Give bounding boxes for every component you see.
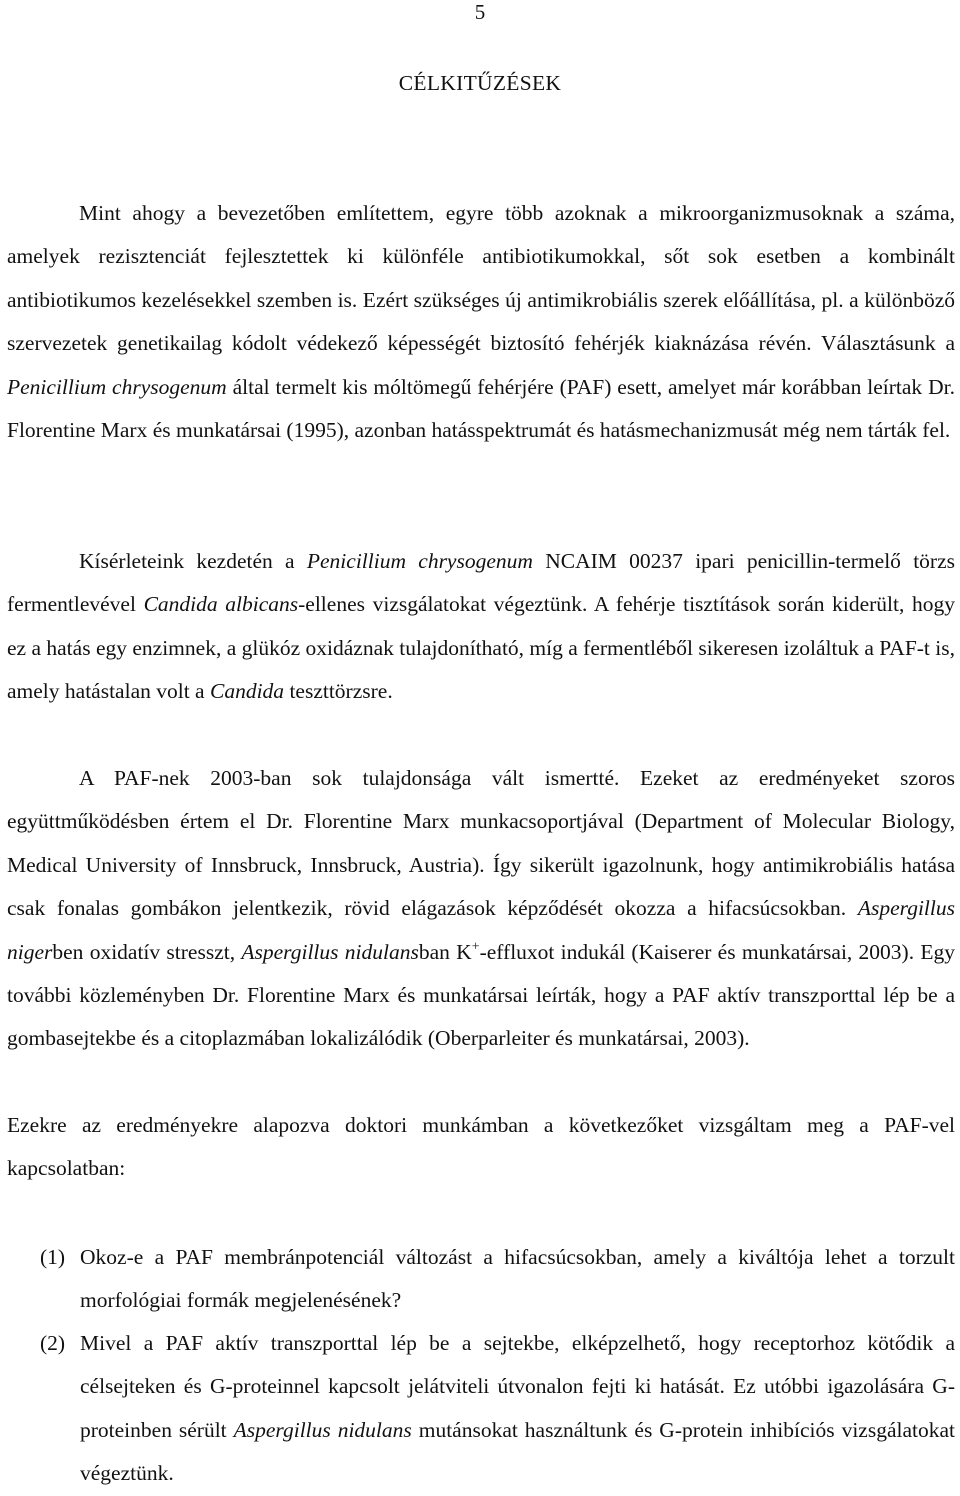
list-item-number: (2)	[40, 1331, 66, 1355]
page-number: 5	[474, 0, 486, 24]
p3-text-c: ban K	[418, 939, 472, 964]
species-name: Candida albicans	[143, 592, 299, 617]
list-item-text	[80, 1322, 955, 1496]
p3-text-a: A PAF-nek 2003-ban sok tulajdonsága vált ismertté. Ezeket az eredményeket szoros együttműködésben értem el Dr. Florentine Marx munkacsoportjával (Department of Molecular Biology, Medical University of Innsbruck, Innsbruck, Austria). Így sikerült igazolnunk, hogy antimikrobiális hatása csak fonalas gombákon jelentkezik, rövid elágazások képződését okozza a hifacsúcsokban.	[7, 766, 955, 921]
paragraph-experiments	[7, 540, 955, 714]
p2-text-b: NCAIM 00237 ipari penicillin-termelő törzs fermentlevével	[7, 549, 955, 617]
list-item	[40, 1236, 955, 1323]
p2-text-a: Kísérleteink kezdetén a	[79, 549, 307, 573]
species-name: Penicillium chrysogenum	[7, 374, 227, 399]
section-heading: CÉLKITŰZÉSEK	[398, 71, 562, 95]
p1-text-a: Mint ahogy a bevezetőben említettem, egyre több azoknak a mikroorganizmusoknak a száma, amelyek rezisztenciát fejlesztettek ki különféle antibiotikumokkal, sőt sok esetben a kombinált antibiotikumos kezelésekkel szemben is. Ezért szükséges új antimikrobiális szerek előállítása, pl. a különböző szervezetek genetikailag kódolt védekező képességét biztosító fehérjék kiaknázása révén. Választásunk a	[7, 201, 955, 356]
species-name: Penicillium chrysogenum	[306, 549, 533, 573]
list-item-text: Okoz-e a PAF membránpotenciál változást a hifacsúcsokban, amely a kiváltója lehet a torzult morfológiai formák megjelenésének?	[80, 1245, 955, 1313]
item2-text-b: mutánsokat használtunk és G-protein inhibíciós vizsgálatokat végeztünk.	[80, 1417, 956, 1486]
paragraph-intro	[7, 192, 955, 452]
species-name: Aspergillus niger	[7, 896, 955, 964]
list-item-number: (1)	[40, 1245, 66, 1269]
p2-text-d: teszttörzsre.	[284, 679, 393, 704]
paragraph-results-2003	[7, 757, 955, 1061]
p1-text-b: által termelt kis móltömegű fehérjére (PAF) esett, amelyet már korábban leírtak Dr. Florentine Marx és munkatársai (1995), azonban hatásspektrumát és hatásmechanizmusát még nem tárták fel.	[7, 374, 955, 443]
species-name: Aspergillus nidulans	[233, 1417, 412, 1442]
p3-text-b: ben oxidatív stresszt,	[52, 939, 242, 964]
paragraph-aims-intro: Ezekre az eredményekre alapozva doktori munkámban a következőket vizsgáltam meg a PAF-vel kapcsolatban:	[7, 1113, 955, 1181]
species-name: Candida	[209, 679, 285, 704]
p2-text-c: -ellenes vizsgálatokat végeztünk. A fehérje tisztítások során kiderült, hogy ez a hatás egy enzimnek, a glükóz oxidáznak tulajdonítható, míg a fermentléből sikeresen izoláltuk a PAF-t is, amely hatástalan volt a	[7, 592, 956, 704]
superscript-plus: +	[471, 939, 480, 955]
species-name: Aspergillus nidulans	[241, 939, 419, 964]
list-item	[40, 1322, 955, 1496]
p3-text-d: -effluxot indukál (Kaiserer és munkatársai, 2003). Egy további közleményben Dr. Florentine Marx és munkatársai leírták, hogy a PAF aktív transzporttal lép be a gombasejtekbe és a citoplazmában lokalizálódik (Oberparleiter és munkatársai, 2003).	[7, 939, 955, 1051]
item2-text-a: Mivel a PAF aktív transzporttal lép be a sejtekbe, elképzelhető, hogy receptorhoz kötődik a célsejteken és G-proteinnel kapcsolt jelátviteli útvonalon fejti ki hatását. Ez utóbbi igazolására G-proteinben sérült	[80, 1331, 955, 1442]
